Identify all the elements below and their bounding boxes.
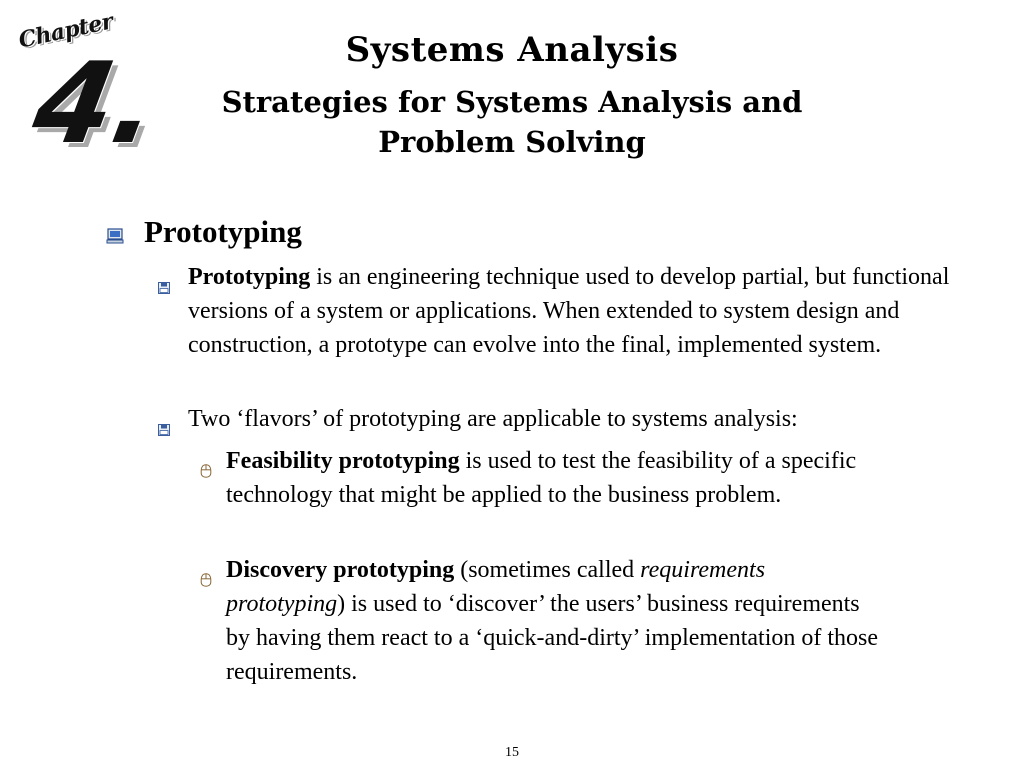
- floppy-disk-icon: [158, 270, 170, 304]
- bullet-level3-1: [226, 444, 886, 512]
- chapter-number: 4.: [24, 39, 168, 169]
- bullet-level3-2: [226, 553, 886, 689]
- bullet-level1: [106, 212, 986, 252]
- bullet-level2-2-text: Two ‘flavors’ of prototyping are applicable to systems analysis:: [188, 406, 798, 432]
- bullet-level2-1: [188, 260, 978, 362]
- bullet-level3-2-bold: Discovery prototyping: [226, 557, 455, 583]
- computer-icon: [106, 228, 124, 249]
- subtitle-line-2: Problem Solving: [378, 125, 646, 159]
- bullet-level2-2: [188, 402, 978, 436]
- bullet-level2-1-text: is an engineering technique used to develop partial, but functional versions of a system or applications. When extended to system design and construction, a prototype can evolve into the final, implemented system.: [188, 264, 950, 358]
- bullet-level3-2-post: ) is used to ‘discover’ the users’ business requirements by having them react to a ‘quick-and-dirty’ implementation of those requirements.: [226, 591, 879, 685]
- floppy-disk-icon: [158, 412, 170, 446]
- mouse-icon: [200, 563, 212, 597]
- mouse-icon: [200, 454, 212, 488]
- chapter-word: Chapter: [16, 8, 116, 54]
- page-number: 15: [505, 745, 519, 760]
- bullet-level1-text: Prototyping: [144, 214, 302, 249]
- subtitle-line-1: Strategies for Systems Analysis and: [221, 85, 803, 119]
- bullet-level3-2-italic: requirements prototyping: [226, 557, 766, 617]
- bullet-level3-1-bold: Feasibility prototyping: [226, 448, 460, 474]
- bullet-level3-1-text: is used to test the feasibility of a specific technology that might be applied to the business problem.: [226, 448, 857, 508]
- bullet-level2-1-bold: Prototyping: [188, 264, 311, 290]
- bullet-level3-2-pre: (sometimes called: [454, 557, 641, 583]
- slide-title: Systems Analysis: [345, 30, 679, 70]
